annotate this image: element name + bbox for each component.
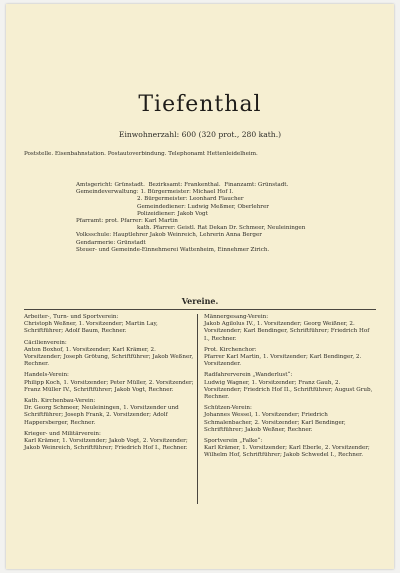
population-line: Einwohnerzahl: 600 (320 prot., 280 kath.) [118, 130, 282, 139]
club-details: Ludwig Wagner, 1. Vorsitzender; Franz Gauh, 2. Vorsitzender; Friedrich Hof II., Schriftführer; August Grub, Rechner. [204, 379, 373, 401]
club-details: Christoph Weßner, 1. Vorsitzender; Martin Lay, Schriftführer; Adolf Baum, Rechner. [24, 321, 158, 335]
club-name: Schützen-Verein: [204, 405, 252, 412]
club-entry [24, 314, 194, 336]
club-entry [24, 340, 194, 369]
pfarramt-prot: prot. Pfarrer: Karl Martin [105, 218, 178, 225]
club-entry [204, 372, 374, 401]
club-name: Krieger- und Militärverein: [24, 430, 101, 437]
clubs-left-column [24, 314, 194, 456]
polizei-diener: Polizeidiener: Jakob Vogt [137, 210, 208, 217]
section-divider [24, 309, 376, 310]
clubs-right-column [204, 314, 374, 464]
club-entry [204, 405, 374, 434]
club-name: Prot. Kirchenchor: [204, 346, 257, 353]
club-entry [204, 438, 374, 460]
finanzamt-text: Finanzamt: Grünstadt. [224, 182, 289, 188]
club-details: Karl Krämer, 1. Vorsitzender; Karl Eberle, 2. Vorsitzender; Wilhelm Hof, Schriftführer; Jakob Schwedel I., Rechner. [204, 445, 370, 459]
club-entry [24, 372, 194, 394]
gemeinde-mayor-1: 1. Bürgermeister: Michael Hof I. [140, 189, 234, 196]
page-title: Tiefenthal [138, 92, 262, 117]
volksschule-line: Volksschule: Hauptlehrer Jakob Weinreich, Lehrerin Anna Berger [76, 232, 262, 239]
club-name: Kath. Kirchenbau-Verein: [24, 398, 96, 405]
club-details: Anton Boxhof, 1. Vorsitzender; Karl Krämer, 2. Vorsitzender; Joseph Grötung, Schriftführer; Jakob Weßner, Rechner. [24, 346, 194, 368]
club-name: Radfahrerverein „Wanderlust“: [204, 372, 293, 379]
amtsgericht-text: Amtsgericht: Grünstadt. [76, 182, 145, 188]
gemeinde-mayor-2: 2. Bürgermeister: Leonhard Flaucher [137, 196, 244, 203]
club-entry [24, 431, 194, 453]
club-entry [204, 347, 374, 369]
gendarmerie-line: Gendarmerie: Grünstadt [76, 239, 146, 246]
club-details: Philipp Koch, 1. Vorsitzender; Peter Müller, 2. Vorsitzender; Franz Müller IV., Schriftführer; Jakob Vogt, Rechner. [24, 379, 194, 393]
services-line: Poststelle. Eisenbahnstation. Postautoverbindung. Telephonamt Hettenleidelheim. [24, 151, 258, 157]
vereine-heading: Vereine. [181, 296, 219, 306]
club-name: Männergesang-Verein: [204, 314, 269, 320]
gemeinde-label: Gemeindeverwaltung: [76, 189, 139, 196]
club-details: Johannes Wessel, 1. Vorsitzender; Friedrich Schmalenbacher, 2. Vorsitzender; Karl Bendinger, Schriftführer; Jakob Weßner, Rechner. [204, 412, 346, 433]
club-entry [24, 398, 194, 427]
club-entry [204, 314, 374, 343]
club-name: Sportverein „Falke“: [204, 438, 263, 445]
court-line [76, 182, 305, 189]
pfarramt-kath: kath. Pfarrer: Geistl. Rat Dekan Dr. Schmeer, Neuleiningen [137, 225, 306, 232]
gemeinde-line-1 [76, 189, 305, 196]
club-name: Arbeiter-, Turn- und Sportverein: [24, 314, 119, 320]
club-details: Pfarrer Karl Martin, 1. Vorsitzender; Karl Bendinger, 2. Vorsitzender. [204, 354, 362, 368]
column-divider [197, 314, 198, 504]
club-details: Jakob Agilolus IV., 1. Vorsitzender; Georg Weißner, 2. Vorsitzender; Karl Bendinger, Schriftführer; Friedrich Hof I., Rechner. [204, 321, 370, 342]
gemeinde-diener: Gemeindediener: Ludwig Meßmer, Oberlehrer [137, 203, 269, 210]
steuer-line: Steuer- und Gemeinde-Einnehmerei Wattenheim, Einnehmer Zirich. [76, 246, 270, 253]
document-page [6, 4, 394, 569]
bezirksamt-text: Bezirksamt: Frankenthal. [148, 182, 221, 188]
club-name: Cäcilienverein: [24, 339, 67, 346]
pfarramt-label: Pfarramt: [76, 218, 104, 225]
club-details: Karl Krämer, 1. Vorsitzender; Jakob Vogt, 2. Vorsitzender; Jakob Weinreich, Schriftführer; Friedrich Hof I., Rechner. [24, 438, 188, 452]
administration-block [76, 182, 305, 254]
club-name: Handels-Verein: [24, 372, 69, 379]
pfarramt-line-1 [76, 218, 305, 225]
club-details: Dr. Georg Schmeer, Neuleiningen, 1. Vorsitzender und Schriftführer; Joseph Frank, 2. Vorsitzender; Adolf Happersberger, Rechner. [24, 405, 179, 426]
